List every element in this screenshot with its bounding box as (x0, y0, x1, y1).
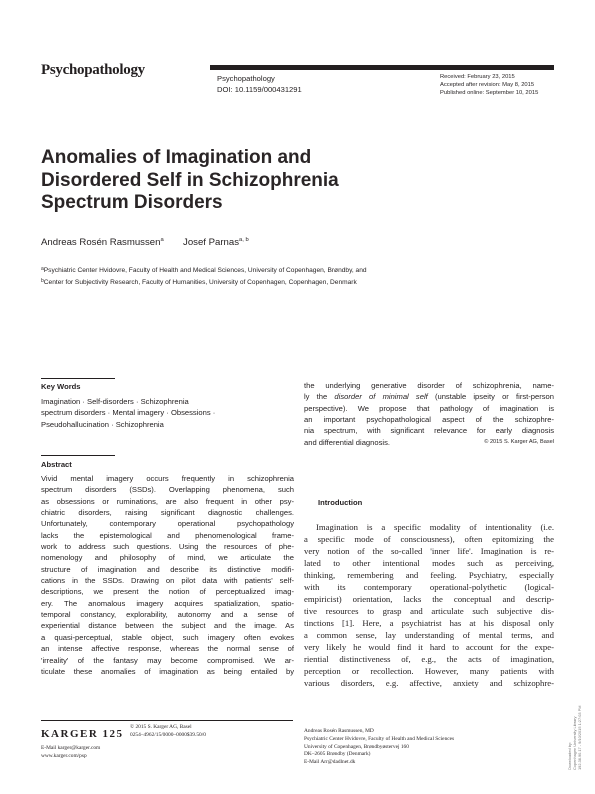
affiliation-b (41, 276, 367, 288)
intro-line: lated to other intentional modes such as perceiving, (304, 558, 554, 568)
intro-line: tinctions [1]. Here, a psychiatrist has at his disposal only (304, 618, 554, 628)
received-date: Received: February 23, 2015 (440, 74, 515, 80)
side-note-line: Copenhagen University Library (571, 716, 577, 770)
issn-line: 0254–4962/15/0000–0000$39.50/0 (130, 731, 206, 738)
abstract-line: as obsessions or ruminations, are also frequent in other psy- (41, 496, 294, 506)
publisher-contact (41, 745, 100, 761)
abstract-rule (41, 455, 115, 456)
keywords-heading: Key Words (41, 382, 81, 391)
correspondence-block (304, 728, 454, 767)
title-line: Spectrum Disorders (41, 192, 223, 213)
intro-line: thinking, remembering and feeling. Psychiatry, especially (304, 570, 554, 580)
intro-line: a specific mode of consciousness), often epitomizing the (304, 534, 554, 544)
author-name: Andreas Rosén Rasmussen (41, 237, 161, 248)
author-affil-mark: a (160, 237, 164, 243)
author-affil-mark: a, b (239, 237, 249, 243)
footer-rule (41, 720, 293, 721)
abstract-line: and differential diagnosis. © 2015 S. Karger AG, Basel (304, 437, 554, 447)
side-note-line: Downloaded by: (567, 742, 572, 770)
published-date: Published online: September 10, 2015 (440, 89, 539, 96)
publication-dates (440, 74, 538, 97)
abstract-continuation (304, 380, 554, 448)
keywords-line: Imagination · Self-disorders · Schizophrenia (41, 397, 189, 406)
abstract-line: perspective). We propose that pathology of imagination is (304, 403, 554, 413)
affiliation-a (41, 264, 367, 276)
abstract-line: an important psychopathological aspect of the schizophre- (304, 415, 554, 425)
affil-text: Center for Subjectivity Research, Faculty of Humanities, University of Copenhagen, Copenhagen, Denmark (43, 279, 357, 287)
doi: DOI: 10.1159/000431291 (217, 84, 302, 94)
abstract-line: cations in the SSDs. Drawing on pilot data with patients' self- (41, 576, 294, 586)
title-line: Anomalies of Imagination and (41, 147, 312, 168)
footer-copyright (130, 724, 206, 740)
corr-name: Andreas Rosén Rasmussen, MD (304, 728, 374, 734)
abstract-line: work to address such questions. Using the resources of phe- (41, 542, 294, 552)
article-title (41, 147, 441, 215)
author-list (41, 237, 249, 248)
intro-line: riential distinctiveness of, e.g., the acts of imagination, (304, 654, 554, 664)
abstract-line: nomenology and philosophy of mind, we articulate the (41, 553, 294, 563)
introduction-body (304, 521, 554, 689)
affil-text: Psychiatric Center Hvidovre, Faculty of Health and Medical Sciences, University of Copenhagen, Brøndby, and (43, 267, 367, 274)
accepted-date: Accepted after revision: May 8, 2015 (440, 81, 535, 88)
journal-info (217, 74, 302, 95)
emphasis: disorder of minimal self (334, 392, 428, 402)
keywords-line: Pseudohallucination · Schizophrenia (41, 419, 164, 429)
journal-logo: Psychopathology (41, 62, 145, 78)
corr-address: DK–2605 Brøndby (Denmark) (304, 751, 371, 758)
abstract-line: ery. The anomalous imagery acquires spatialization, spatio- (41, 598, 294, 608)
title-line: Disordered Self in Schizophrenia (41, 169, 339, 191)
abstract-line: lacks the epistemological and phenomenological frame- (41, 530, 294, 540)
introduction-heading: Introduction (318, 498, 363, 507)
header-rule (210, 65, 554, 70)
publisher-website-link[interactable]: www.karger.com/psp (41, 752, 87, 759)
journal-name: Psychopathology (217, 74, 275, 83)
corr-address: Psychiatric Center Hvidovre, Faculty of Health and Medical Sciences (304, 735, 455, 742)
corr-address: University of Copenhagen, Brøndbyøstervej 160 (304, 743, 409, 750)
intro-line: very likely he would find it hard to account for the expe- (304, 642, 554, 652)
abstract-heading: Abstract (41, 460, 72, 469)
abstract-line: the underlying generative disorder of schizophrenia, name- (304, 381, 554, 390)
intro-line: various disorders, e.g. affective, anxiety and schizophre- (304, 678, 554, 688)
affil-mark: a (41, 266, 44, 272)
abstract-line: Vivid mental imagery occurs frequently in schizophrenia (41, 474, 294, 483)
intro-line: with its contemporary operational-polythetic (logical- (304, 582, 554, 592)
intro-line: empiricist) orientation, lacks the conceptual and descrip- (304, 594, 554, 604)
author-name: Josef Parnas (183, 237, 240, 248)
publisher-email[interactable]: E-Mail karger@karger.com (41, 745, 101, 751)
abstract-line: a quasi-perceptual, stable object, such imagery often evokes (41, 632, 294, 642)
abstract-line: Unfortunately, contemporary operational psychopathology (41, 519, 294, 529)
download-side-note (568, 706, 582, 770)
abstract-line: 'irreality' of the fantasy may become compromised. We ar- (41, 655, 294, 665)
abstract-line: descriptions, we present the notion of perceptualized imag- (41, 587, 294, 597)
publisher-logo: KARGER 125 (41, 728, 124, 740)
abstract-line: chiatric disorders, raising significant diagnostic challenges. (41, 508, 294, 518)
intro-line: perception or recollection. However, many patients with (304, 666, 554, 676)
side-note-line: 192.38.90.17 - 9/10/2015 1:27:03 PM (576, 705, 582, 770)
abstract-copyright: © 2015 S. Karger AG, Basel (484, 438, 554, 445)
affil-mark: b (41, 278, 44, 285)
abstract-line: experiential distance between the subject and the image. As (41, 621, 294, 631)
corr-email[interactable]: E-Mail Arr@dadlnet.dk (304, 759, 356, 766)
intro-line: tive resources to grasp and articulate such subjective dis- (304, 606, 554, 616)
abstract-line: ly the disorder of minimal self (unstable ipseity or first-person (304, 392, 554, 402)
intro-line: very notion of the so-called 'inner life'. Imagination is re- (304, 546, 554, 556)
keywords-line: spectrum disorders · Mental imagery · Obsessions · (41, 408, 216, 418)
affiliations (41, 264, 367, 288)
intro-line: Imagination is a specific modality of intentionality (i.e. (316, 522, 554, 532)
intro-line: a common sense, lay understanding of mental terms, and (304, 630, 554, 640)
abstract-line: an intense affective response, whereas the normal sense of (41, 644, 294, 654)
abstract-line: ticulate these anomalies of imagination as being entailed by (41, 666, 294, 676)
keywords-rule (41, 378, 115, 379)
abstract-line: structure of imagination and describe its distinctive modifi- (41, 564, 294, 574)
copyright-line: © 2015 S. Karger AG, Basel (130, 724, 192, 730)
abstract-body (41, 473, 294, 677)
keywords-list (41, 396, 291, 430)
abstract-line: temporal constancy, explorability, autonomy and a sense of (41, 610, 294, 620)
publisher-logo-block (41, 724, 124, 742)
abstract-line: nia spectrum, with significant relevance for early diagnosis (304, 426, 554, 436)
abstract-line: spectrum disorders (SSDs). Overlapping phenomena, such (41, 485, 294, 495)
